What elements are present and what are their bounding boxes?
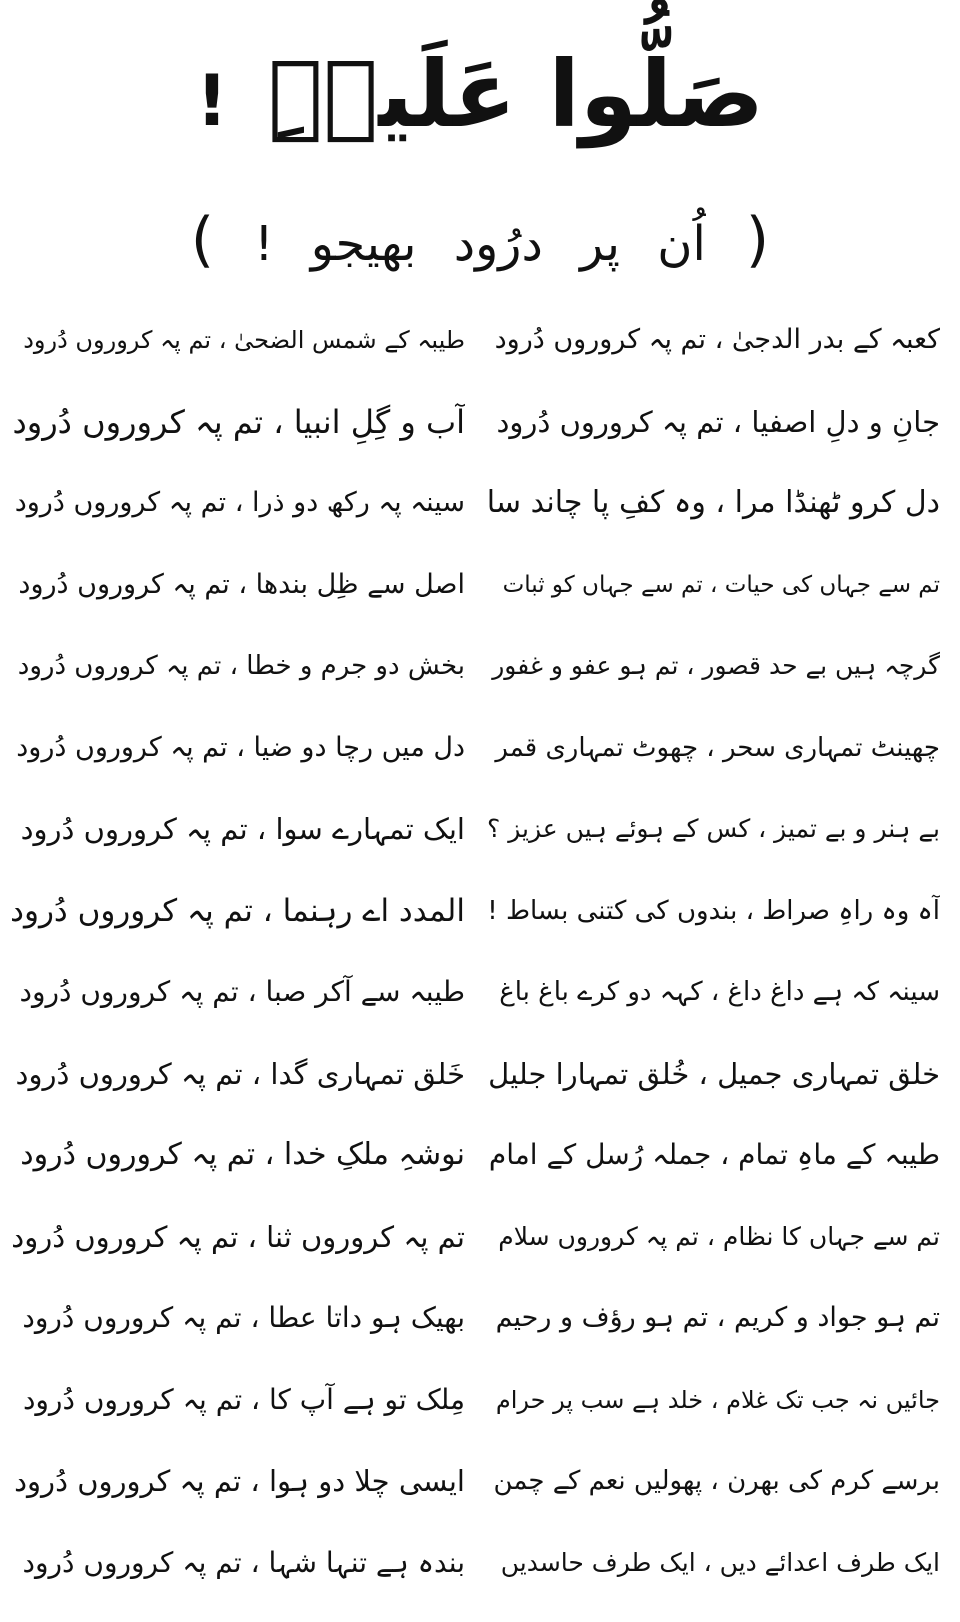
couplet-first-line: برسے کرم کی بھرن ، پھولیں نعم کے چمن [493, 1466, 940, 1496]
couplet-row [10, 789, 940, 869]
couplet-second-line: دل میں رچا دو ضیا ، تم پہ کروروں دُرود [16, 731, 465, 763]
couplet-row [10, 708, 940, 788]
couplet-first-line: خلق تمہاری جمیل ، خُلق تمہارا جلیل [488, 1056, 940, 1091]
couplet-row [10, 463, 940, 543]
couplet-second-line: سینہ پہ رکھ دو ذرا ، تم پہ کروروں دُرود [14, 487, 465, 518]
subtitle-paren-close: ) [190, 205, 215, 275]
couplet-first-line: تم ہو جواد و کریم ، تم ہو رؤف و رحیم [495, 1302, 940, 1333]
poem-body [10, 300, 940, 1610]
couplet-row [10, 1360, 940, 1440]
couplet-second-line: بخش دو جرم و خطا ، تم پہ کروروں دُرود [17, 651, 465, 681]
couplet-row [10, 1034, 940, 1114]
couplet-row [10, 1278, 940, 1358]
couplet-first-line: دل کرو ٹھنڈا مرا ، وہ کفِ پا چاند سا [486, 485, 940, 520]
page-title [0, 30, 960, 166]
couplet-first-line: جائیں نہ جب تک غلام ، خلد ہے سب پر حرام [495, 1385, 940, 1414]
couplet-second-line: تم پہ کروروں ثنا ، تم پہ کروروں دُرود [11, 1219, 465, 1254]
couplet-row [10, 871, 940, 951]
couplet-second-line: نوشہِ ملکِ خدا ، تم پہ کروروں دُرود [20, 1137, 465, 1172]
title-text: صَلُّوا عَلَیۡہِ [267, 41, 764, 148]
subtitle-text: اُن پر درُود بھیجو ! [254, 216, 706, 272]
couplet-row [10, 382, 940, 462]
couplet-second-line: طیبہ کے شمس الضحیٰ ، تم پہ کروروں دُرود [23, 326, 465, 354]
couplet-first-line: بے ہنر و بے تمیز ، کس کے ہوئے ہیں عزیز ؟ [487, 814, 940, 843]
page-subtitle [0, 200, 960, 284]
couplet-second-line: بندہ ہے تنہا شہا ، تم پہ کروروں دُرود [22, 1545, 465, 1579]
title-exclamation: ! [195, 59, 228, 142]
couplet-first-line: تم سے جہاں کی حیات ، تم سے جہاں کو ثبات [502, 571, 940, 598]
couplet-first-line: تم سے جہاں کا نظام ، تم پہ کروروں سلام [498, 1221, 940, 1251]
couplet-second-line: ایسی چلا دو ہوا ، تم پہ کروروں دُرود [14, 1464, 465, 1498]
subtitle-paren-open: ( [745, 205, 770, 275]
couplet-second-line: طیبہ سے آکر صبا ، تم پہ کروروں دُرود [19, 975, 465, 1008]
couplet-second-line: آب و گِلِ انبیا ، تم پہ کروروں دُرود [12, 402, 465, 441]
couplet-row [10, 1115, 940, 1195]
couplet-first-line: آہ وہ راہِ صراط ، بندوں کی کتنی بساط ! [487, 895, 940, 926]
couplet-first-line: گرچہ ہیں بے حد قصور ، تم ہو عفو و غفور [492, 651, 940, 680]
couplet-row [10, 1441, 940, 1521]
couplet-second-line: اصل سے ظِل بندھا ، تم پہ کروروں دُرود [18, 568, 465, 600]
couplet-second-line: مِلک تو ہے آپ کا ، تم پہ کروروں دُرود [22, 1382, 465, 1416]
couplet-first-line: ایک طرف اعدائے دیں ، ایک طرف حاسدیں [500, 1547, 940, 1577]
couplet-second-line: المدد اے رہنما ، تم پہ کروروں دُرود [10, 892, 465, 929]
couplet-first-line: چھینٹ تمہاری سحر ، چھوٹ تمہاری قمر [495, 732, 940, 763]
couplet-second-line: خَلق تمہاری گدا ، تم پہ کروروں دُرود [15, 1056, 465, 1091]
couplet-first-line: سینہ کہ ہے داغ داغ ، کہہ دو کرے باغ باغ [499, 977, 940, 1007]
couplet-row [10, 300, 940, 380]
couplet-second-line: بھیک ہو داتا عطا ، تم پہ کروروں دُرود [22, 1301, 465, 1334]
couplet-row [10, 952, 940, 1032]
couplet-second-line: ایک تمہارے سوا ، تم پہ کروروں دُرود [20, 812, 465, 846]
couplet-first-line: کعبہ کے بدر الدجیٰ ، تم پہ کروروں دُرود [494, 324, 940, 355]
couplet-row [10, 1523, 940, 1603]
couplet-row [10, 545, 940, 625]
couplet-row [10, 1197, 940, 1277]
couplet-first-line: طیبہ کے ماہِ تمام ، جملہ رُسل کے امام [488, 1138, 940, 1171]
couplet-first-line: جانِ و دلِ اصفیا ، تم پہ کروروں دُرود [496, 404, 940, 439]
couplet-row [10, 626, 940, 706]
